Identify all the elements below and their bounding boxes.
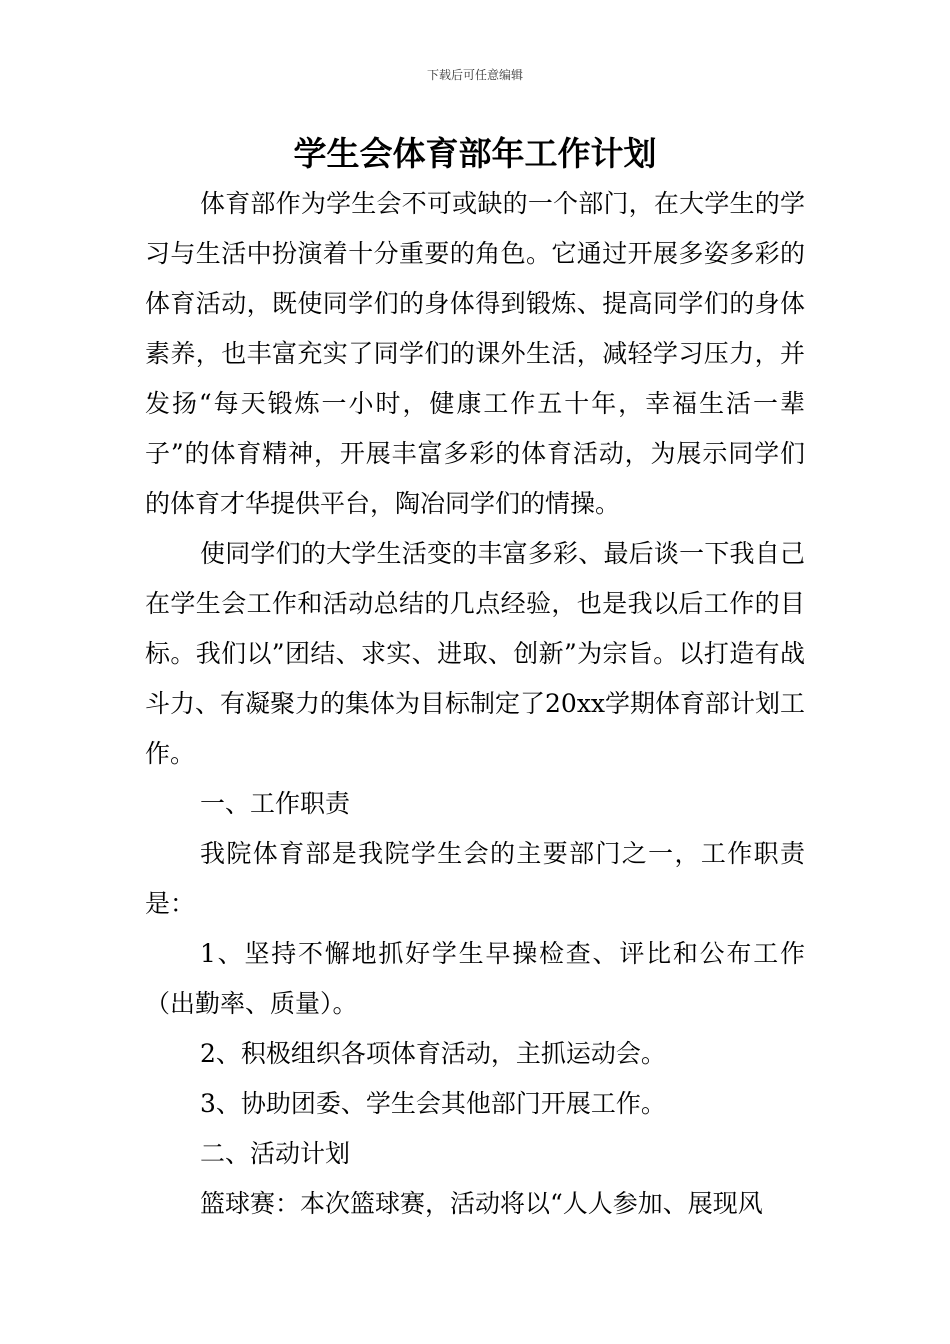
section-heading-activities: 二、活动计划 <box>200 1139 351 1168</box>
duty-item-2: 2、积极组织各项体育活动，主抓运动会。 <box>200 1039 666 1068</box>
section-heading-duties: 一、工作职责 <box>200 789 351 818</box>
paragraph-duties-intro: 我院体育部是我院学生会的主要部门之一，工作职责是： <box>145 839 805 918</box>
document-title: 学生会体育部年工作计划 <box>293 134 657 173</box>
paragraph-basketball: 篮球赛：本次篮球赛，活动将以“人人参加、展现风 <box>200 1189 763 1218</box>
paragraph-intro: 体育部作为学生会不可或缺的一个部门，在大学生的学习与生活中扮演着十分重要的角色。它通过开展多姿多彩的体育活动，既使同学们的身体得到锻炼、提高同学们的身体素养，也丰富充实了同学们的课外生活，减轻学习压力，并发扬“每天锻炼一小时，健康工作五十年，幸福生活一辈子”的体育精神，开展丰富多彩的体育活动，为展示同学们的体育才华提供平台，陶冶同学们的情操。 <box>145 189 805 518</box>
paragraph-goals: 使同学们的大学生活变的丰富多彩、最后谈一下我自己在学生会工作和活动总结的几点经验，也是我以后工作的目标。我们以”团结、求实、进取、创新”为宗旨。以打造有战斗力、有凝聚力的集体为目标制定了20xx学期体育部计划工作。 <box>145 539 806 768</box>
page-header-note: 下载后可任意编辑 <box>426 68 523 82</box>
duty-item-3: 3、协助团委、学生会其他部门开展工作。 <box>200 1089 666 1118</box>
duty-item-1: 1、坚持不懈地抓好学生早操检查、评比和公布工作（出勤率、质量）。 <box>145 939 805 1018</box>
document-body <box>145 179 805 1229</box>
